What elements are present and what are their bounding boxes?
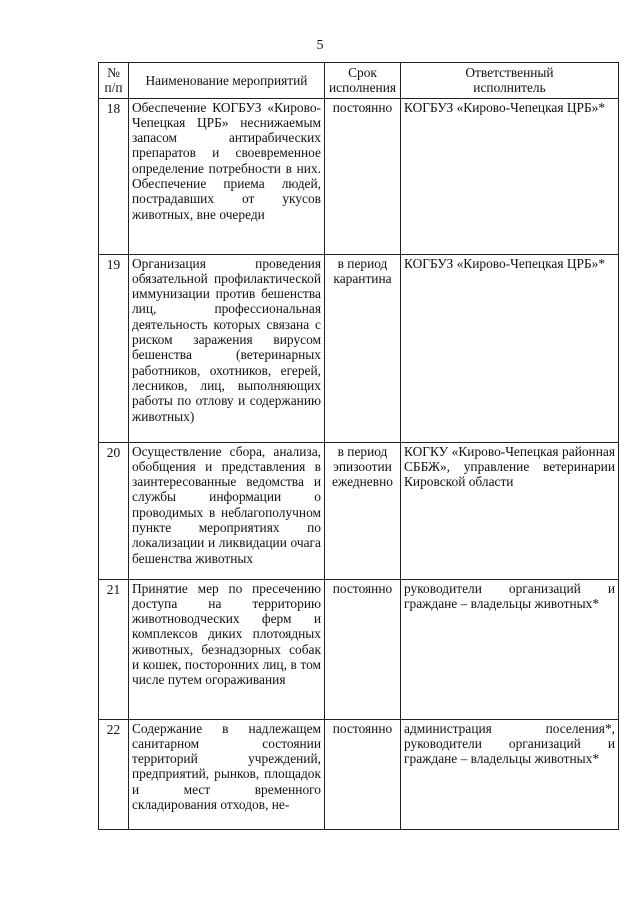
measure-name: Принятие мер по пресечению доступа на территорию животноводческих ферм и комплексов диких плотоядных животных, безнадзорных собак и кошек, посторонних лиц, в том числе путем огораживания [129, 579, 325, 719]
header-term: Срок исполнения [325, 63, 401, 99]
row-number: 18 [99, 98, 129, 254]
measure-name: Обеспечение КОГБУЗ «Кирово-Чепецкая ЦРБ» неснижаемым запасом антирабических препаратов и своевременное определение потребности в них. Обеспечение приема людей, пострадавших от укусов животных, вне очереди [129, 98, 325, 254]
measure-name: Содержание в надлежащем санитарном состоянии территорий учреждений, предприятий, рынков, площадок и мест временного складирования отходов, не- [129, 719, 325, 829]
measure-term: постоянно [325, 579, 401, 719]
table-header-row [99, 63, 619, 99]
row-number: 21 [99, 579, 129, 719]
measure-responsible: КОГКУ «Кирово-Чепецкая районная СББЖ», управление ветеринарии Кировской области [401, 442, 619, 579]
measure-responsible: администрация поселения*, руководители организаций и граждане – владельцы животных* [401, 719, 619, 829]
measure-name: Организация проведения обязательной профилактической иммунизации против бешенства лиц, профессиональная деятельность которых связана с риском заражения вирусом бешенства (ветеринарных работников, охотников, егерей, лесников, лиц, выполняющих работы по отлову и содержанию животных) [129, 254, 325, 442]
row-number: 20 [99, 442, 129, 579]
table-row [99, 579, 619, 719]
measure-responsible: КОГБУЗ «Кирово-Чепецкая ЦРБ»* [401, 98, 619, 254]
table-row [99, 442, 619, 579]
measure-responsible: руководители организаций и граждане – владельцы животных* [401, 579, 619, 719]
measures-table [98, 62, 619, 830]
header-resp: Ответственный исполнитель [401, 63, 619, 99]
table-row [99, 98, 619, 254]
measure-term: в период карантина [325, 254, 401, 442]
page-number: 5 [316, 38, 324, 53]
header-num: № п/п [99, 63, 129, 99]
header-name: Наименование мероприятий [129, 63, 325, 99]
table-row [99, 254, 619, 442]
row-number: 19 [99, 254, 129, 442]
measure-responsible: КОГБУЗ «Кирово-Чепецкая ЦРБ»* [401, 254, 619, 442]
measure-term: постоянно [325, 719, 401, 829]
measure-term: в период эпизоотии ежедневно [325, 442, 401, 579]
row-number: 22 [99, 719, 129, 829]
table-row [99, 719, 619, 829]
measure-term: постоянно [325, 98, 401, 254]
measure-name: Осуществление сбора, анализа, обобщения и представления в заинтересованные ведомства и службы информации о проводимых в неблагополучном пункте мероприятиях по локализации и ликвидации очага бешенства животных [129, 442, 325, 579]
